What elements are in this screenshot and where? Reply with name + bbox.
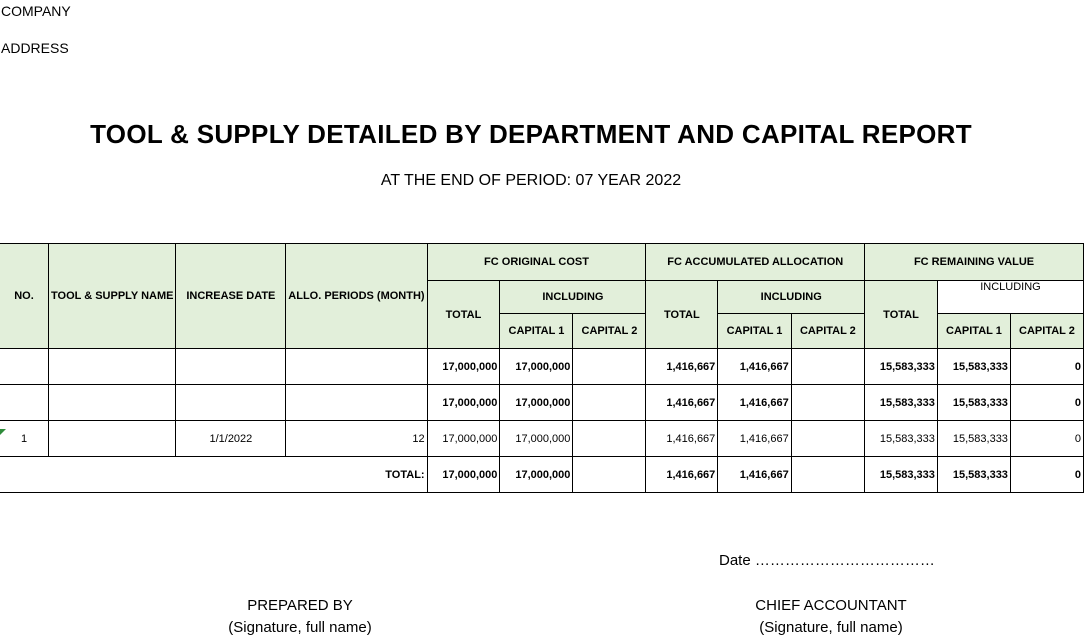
total-row [0, 457, 1084, 493]
total-oc-capital2 [573, 457, 646, 493]
cell-aa-capital1: 1,416,667 [718, 349, 791, 385]
cell-oc-total: 17,000,000 [427, 385, 500, 421]
header-row-1 [0, 244, 1084, 281]
col-rv-capital1: CAPITAL 1 [937, 314, 1010, 349]
cell-aa-capital1: 1,416,667 [718, 421, 791, 457]
report-title: TOOL & SUPPLY DETAILED BY DEPARTMENT AND CAPITAL REPORT [90, 119, 972, 149]
col-oc-capital2: CAPITAL 2 [573, 314, 646, 349]
cell-no [0, 349, 49, 385]
cell-oc-capital2 [573, 349, 646, 385]
cell-oc-capital1: 17,000,000 [500, 385, 573, 421]
prepared-by-title: PREPARED BY [247, 597, 353, 614]
cell-aa-capital2 [791, 385, 864, 421]
date-line: Date ……………………………… [719, 552, 935, 569]
col-aa-total: TOTAL [646, 281, 718, 349]
total-rv-total: 15,583,333 [865, 457, 938, 493]
group-original-cost: FC ORIGINAL COST [427, 244, 646, 281]
cell-periods: 12 [286, 421, 427, 457]
cell-date [176, 349, 286, 385]
total-aa-total: 1,416,667 [646, 457, 718, 493]
cell-rv-total: 15,583,333 [865, 349, 938, 385]
cell-error-indicator-icon [0, 429, 6, 435]
col-name: TOOL & SUPPLY NAME [49, 244, 176, 349]
total-aa-capital1: 1,416,667 [718, 457, 791, 493]
cell-aa-total: 1,416,667 [646, 421, 718, 457]
oc-including: INCLUDING [500, 281, 646, 314]
chief-accountant-signature-note: (Signature, full name) [759, 619, 903, 636]
cell-rv-capital1: 15,583,333 [937, 349, 1010, 385]
report-table [0, 243, 1084, 493]
cell-oc-capital1: 17,000,000 [500, 421, 573, 457]
cell-rv-total: 15,583,333 [865, 421, 938, 457]
cell-name [49, 421, 176, 457]
cell-periods [286, 385, 427, 421]
report-period: AT THE END OF PERIOD: 07 YEAR 2022 [380, 172, 682, 189]
aa-including: INCLUDING [718, 281, 865, 314]
group-remaining-value: FC REMAINING VALUE [865, 244, 1084, 281]
cell-oc-capital2 [573, 385, 646, 421]
cell-rv-capital2: 0 [1010, 349, 1083, 385]
col-no: NO. [0, 244, 49, 349]
col-aa-capital1: CAPITAL 1 [718, 314, 791, 349]
total-oc-capital1: 17,000,000 [500, 457, 573, 493]
col-oc-capital1: CAPITAL 1 [500, 314, 573, 349]
cell-oc-capital2 [573, 421, 646, 457]
cell-aa-total: 1,416,667 [646, 349, 718, 385]
cell-date: 1/1/2022 [176, 421, 286, 457]
cell-date [176, 385, 286, 421]
col-aa-capital2: CAPITAL 2 [791, 314, 864, 349]
chief-accountant-title: CHIEF ACCOUNTANT [755, 597, 907, 614]
cell-name [49, 349, 176, 385]
col-rv-capital2: CAPITAL 2 [1010, 314, 1083, 349]
group-accumulated-allocation: FC ACCUMULATED ALLOCATION [646, 244, 865, 281]
cell-no: 1 [0, 421, 49, 457]
cell-rv-capital2: 0 [1010, 385, 1083, 421]
total-aa-capital2 [791, 457, 864, 493]
cell-rv-capital1: 15,583,333 [937, 385, 1010, 421]
col-allo-periods: ALLO. PERIODS (MONTH) [286, 244, 427, 349]
cell-aa-total: 1,416,667 [646, 385, 718, 421]
cell-oc-total: 17,000,000 [427, 349, 500, 385]
cell-oc-capital1: 17,000,000 [500, 349, 573, 385]
cell-aa-capital2 [791, 421, 864, 457]
cell-no [0, 385, 49, 421]
col-oc-total: TOTAL [427, 281, 500, 349]
table-row [0, 385, 1084, 421]
total-oc-total: 17,000,000 [427, 457, 500, 493]
table-row [0, 421, 1084, 457]
company-label: COMPANY [1, 3, 71, 19]
cell-rv-capital2: 0 [1010, 421, 1083, 457]
address-label: ADDRESS [1, 40, 69, 56]
cell-aa-capital1: 1,416,667 [718, 385, 791, 421]
total-label: TOTAL: [0, 457, 427, 493]
total-rv-capital2: 0 [1010, 457, 1083, 493]
rv-including: INCLUDING [937, 281, 1083, 314]
table-row [0, 349, 1084, 385]
prepared-by-signature-note: (Signature, full name) [228, 619, 372, 636]
cell-rv-capital1: 15,583,333 [937, 421, 1010, 457]
total-rv-capital1: 15,583,333 [937, 457, 1010, 493]
col-rv-total: TOTAL [865, 281, 938, 349]
col-increase-date: INCREASE DATE [176, 244, 286, 349]
cell-name [49, 385, 176, 421]
cell-rv-total: 15,583,333 [865, 385, 938, 421]
cell-oc-total: 17,000,000 [427, 421, 500, 457]
cell-aa-capital2 [791, 349, 864, 385]
cell-periods [286, 349, 427, 385]
